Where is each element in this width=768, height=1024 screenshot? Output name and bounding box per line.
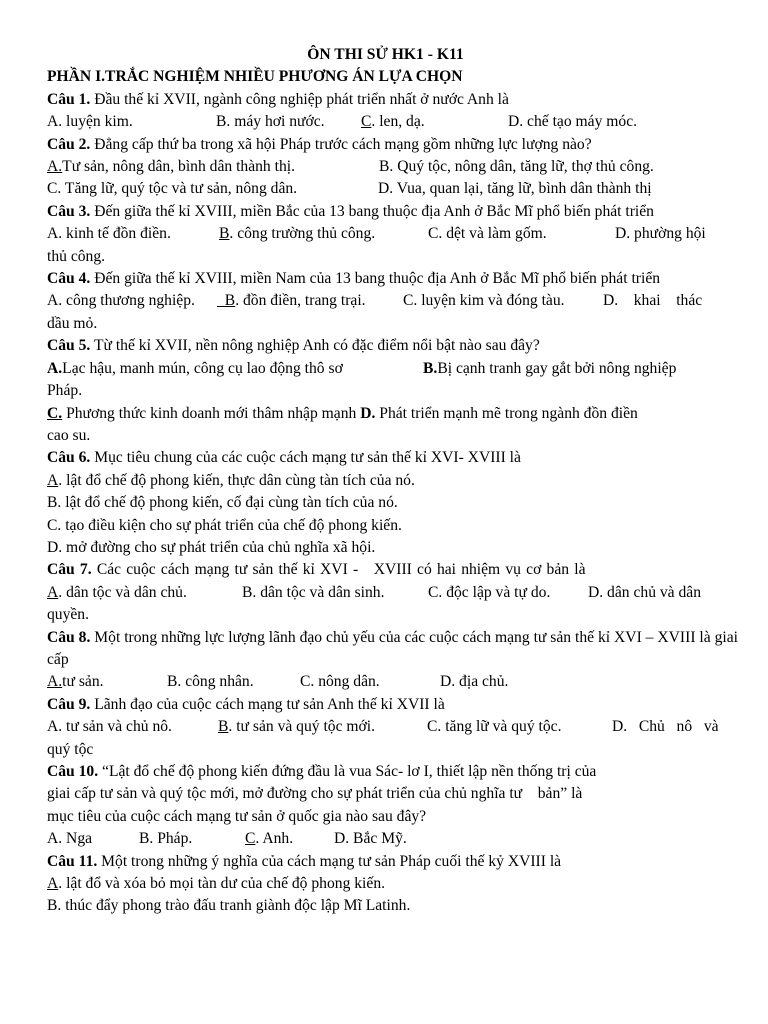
question-8 [47,627,738,672]
option-d: D. Vua, quan lại, tăng lữ, bình dân thành thị [378,180,652,198]
question-number: Câu 8. [47,628,91,646]
question-text: Lãnh đạo của cuộc cách mạng tư sản Anh thế kỉ XVII là [90,695,445,713]
answer-key: A [47,583,59,601]
option-d: D. Bắc Mỹ. [334,830,407,848]
question-number: Câu 10. [47,763,99,780]
question-1-options [47,111,738,133]
question-11 [47,851,738,873]
option-d: D. Chủ nô và [612,718,719,736]
answer-key: C. [47,404,63,422]
option-a: A. luyện kim. [47,113,133,131]
answer-key: C [361,113,372,131]
question-number: Câu 1. [47,90,91,108]
option-letter: A. [47,359,63,377]
question-5-options-row1 [47,358,738,380]
option-a: A.Tư sản, nông dân, bình dân thành thị. [47,156,379,178]
answer-key: A. [47,158,63,176]
option-b: B. dân tộc và dân sinh. [242,583,385,601]
question-5 [47,335,738,357]
option-a: A. tư sản và chủ nô. [47,718,172,736]
option-c: C. tăng lữ và quý tộc. [427,718,562,736]
option-b: B. máy hơi nước. [216,113,325,131]
option-b: B.Bị cạnh tranh gay gắt bởi nông nghiệp [423,358,676,380]
option-b: B. tư sản và quý tộc mới. [218,716,427,738]
option-b: B. đồn điền, trang trại. [217,290,403,312]
question-6 [47,447,738,469]
question-number: Câu 4. [47,270,91,288]
question-text: Đến giữa thế kỉ XVIII, miền Nam của 13 bang thuộc địa Anh ở Bắc Mĩ phổ biến phát triển [90,270,661,288]
question-2-options-row2 [47,178,738,200]
option-d: D. phường hội [615,225,706,243]
question-text: Một trong những lực lượng lãnh đạo chủ yếu của các cuộc cách mạng tư sản thế kỉ XVI – XVIII là giai cấp [47,628,738,668]
question-9 [47,694,738,716]
option-c: C. Tăng lữ, quý tộc và tư sản, nông dân. [47,180,298,198]
question-text: Đầu thế kỉ XVII, ngành công nghiệp phát triển nhất ở nước Anh là [90,90,509,108]
question-11-option-b: B. thúc đẩy phong trào đấu tranh giành độc lập Mĩ Latinh. [47,897,411,915]
question-number: Câu 11. [47,852,98,870]
question-5-option-d-continued: cao su. [47,426,91,444]
question-text: Mục tiêu chung của các cuộc cách mạng tư sản thế kỉ XVI- XVIII là [90,449,521,467]
question-7-option-d-continued: quyền. [47,606,90,624]
question-9-options [47,716,738,738]
question-10-text-line3: mục tiêu của cuộc cách mạng tư sản ở quốc gia nào sau đây? [47,807,427,825]
question-11-option-a: A. lật đổ và xóa bỏ mọi tàn dư của chế độ phong kiến. [47,875,386,893]
option-d: D. chế tạo máy móc. [508,113,638,131]
question-3-option-d-continued: thủ công. [47,247,106,265]
question-3 [47,201,738,223]
option-c: Phương thức kinh doanh mới thâm nhập mạnh [62,404,361,422]
option-a: A. kinh tế đồn điền. [47,225,171,243]
question-number: Câu 5. [47,337,91,355]
option-a: A.Lạc hậu, manh mún, công cụ lao động thô sơ [47,358,423,380]
option-d: D. dân chủ và dân [588,583,702,601]
question-9-option-d-continued: quý tộc [47,740,94,758]
question-6-option-a: A. lật đổ chế độ phong kiến, thực dân cùng tàn tích của nó. [47,471,415,489]
answer-key: B [218,718,229,736]
answer-key: B [217,292,236,310]
option-d: Phát triển mạnh mẽ trong ngành đồn điền [375,404,638,422]
question-7-options [47,582,738,604]
question-text: Các cuộc cách mạng tư sản thế kỉ XVI - XVIII có hai nhiệm vụ cơ bản là [91,561,586,579]
question-8-options [47,671,738,693]
option-letter: D. [360,404,376,422]
answer-key: B [219,225,230,243]
answer-key: A. [47,673,63,691]
option-d: D. địa chủ. [440,673,509,691]
question-10 [47,761,738,783]
option-a: A. Nga [47,830,93,848]
question-3-options [47,223,738,245]
option-b: B. Quý tộc, nông dân, tăng lữ, thợ thủ công. [379,158,654,176]
option-c: C. độc lập và tự do. [428,583,551,601]
question-text: Một trong những ý nghĩa của cách mạng tư sản Pháp cuối thế kỷ XVIII là [97,852,562,870]
question-text: Đến giữa thế kỉ XVIII, miền Bắc của 13 bang thuộc địa Anh ở Bắc Mĩ phổ biến phát triển [90,202,654,220]
question-6-option-c: C. tạo điều kiện cho sự phát triển của chế độ phong kiến. [47,516,402,534]
question-number: Câu 6. [47,449,91,467]
option-c: C. Anh. [245,828,334,850]
question-7 [47,559,738,581]
option-a: A. dân tộc và dân chủ. [47,582,242,604]
question-10-options [47,828,738,850]
question-2-options-row1 [47,156,738,178]
answer-key: A [47,875,59,893]
question-4-options [47,290,738,312]
question-4-option-d-continued: dầu mỏ. [47,314,98,332]
question-number: Câu 7. [47,561,92,579]
question-4 [47,268,738,290]
option-c: C. dệt và làm gốm. [428,225,547,243]
question-1 [47,89,738,111]
question-number: Câu 9. [47,695,91,713]
question-5-option-b-continued: Pháp. [47,382,83,400]
question-text: Đẳng cấp thứ ba trong xã hội Pháp trước cách mạng gồm những lực lượng nào? [90,135,592,153]
option-c: C. len, dạ. [361,111,508,133]
option-a: A. công thương nghiệp. [47,292,195,310]
option-c: C. nông dân. [300,673,380,691]
section-heading: PHẦN I.TRẮC NGHIỆM NHIỀU PHƯƠNG ÁN LỰA CHỌN [47,68,463,86]
question-6-option-b: B. lật đổ chế độ phong kiến, cố đại cùng tàn tích của nó. [47,494,398,512]
document-title: ÔN THI SỬ HK1 - K11 [307,46,464,63]
question-text: Từ thế kỉ XVII, nền nông nghiệp Anh có đặc điểm nổi bật nào sau đây? [90,337,540,355]
option-a: A.tư sản. [47,671,167,693]
option-letter: B. [423,359,438,377]
question-5-options-row2 [47,403,738,425]
question-10-text-line2: giai cấp tư sản và quý tộc mới, mở đường cho sự phát triển của chủ nghĩa tư bản” là [47,785,583,803]
question-number: Câu 3. [47,202,91,220]
answer-key: C [245,830,256,848]
answer-key: A [47,471,59,489]
option-b: B. Pháp. [139,830,193,848]
question-text-line1: “Lật đổ chế độ phong kiến đứng đầu là vua Sác- lơ I, thiết lập nền thống trị của [98,763,597,780]
option-b: B. công nhân. [167,673,254,691]
question-number: Câu 2. [47,135,91,153]
question-2 [47,134,738,156]
option-c: C. luyện kim và đóng tàu. [403,292,565,310]
question-6-option-d: D. mở đường cho sự phát triển của chủ nghĩa xã hội. [47,538,376,556]
option-d: D. khai thác [603,292,703,310]
option-b: B. công trường thủ công. [219,223,428,245]
